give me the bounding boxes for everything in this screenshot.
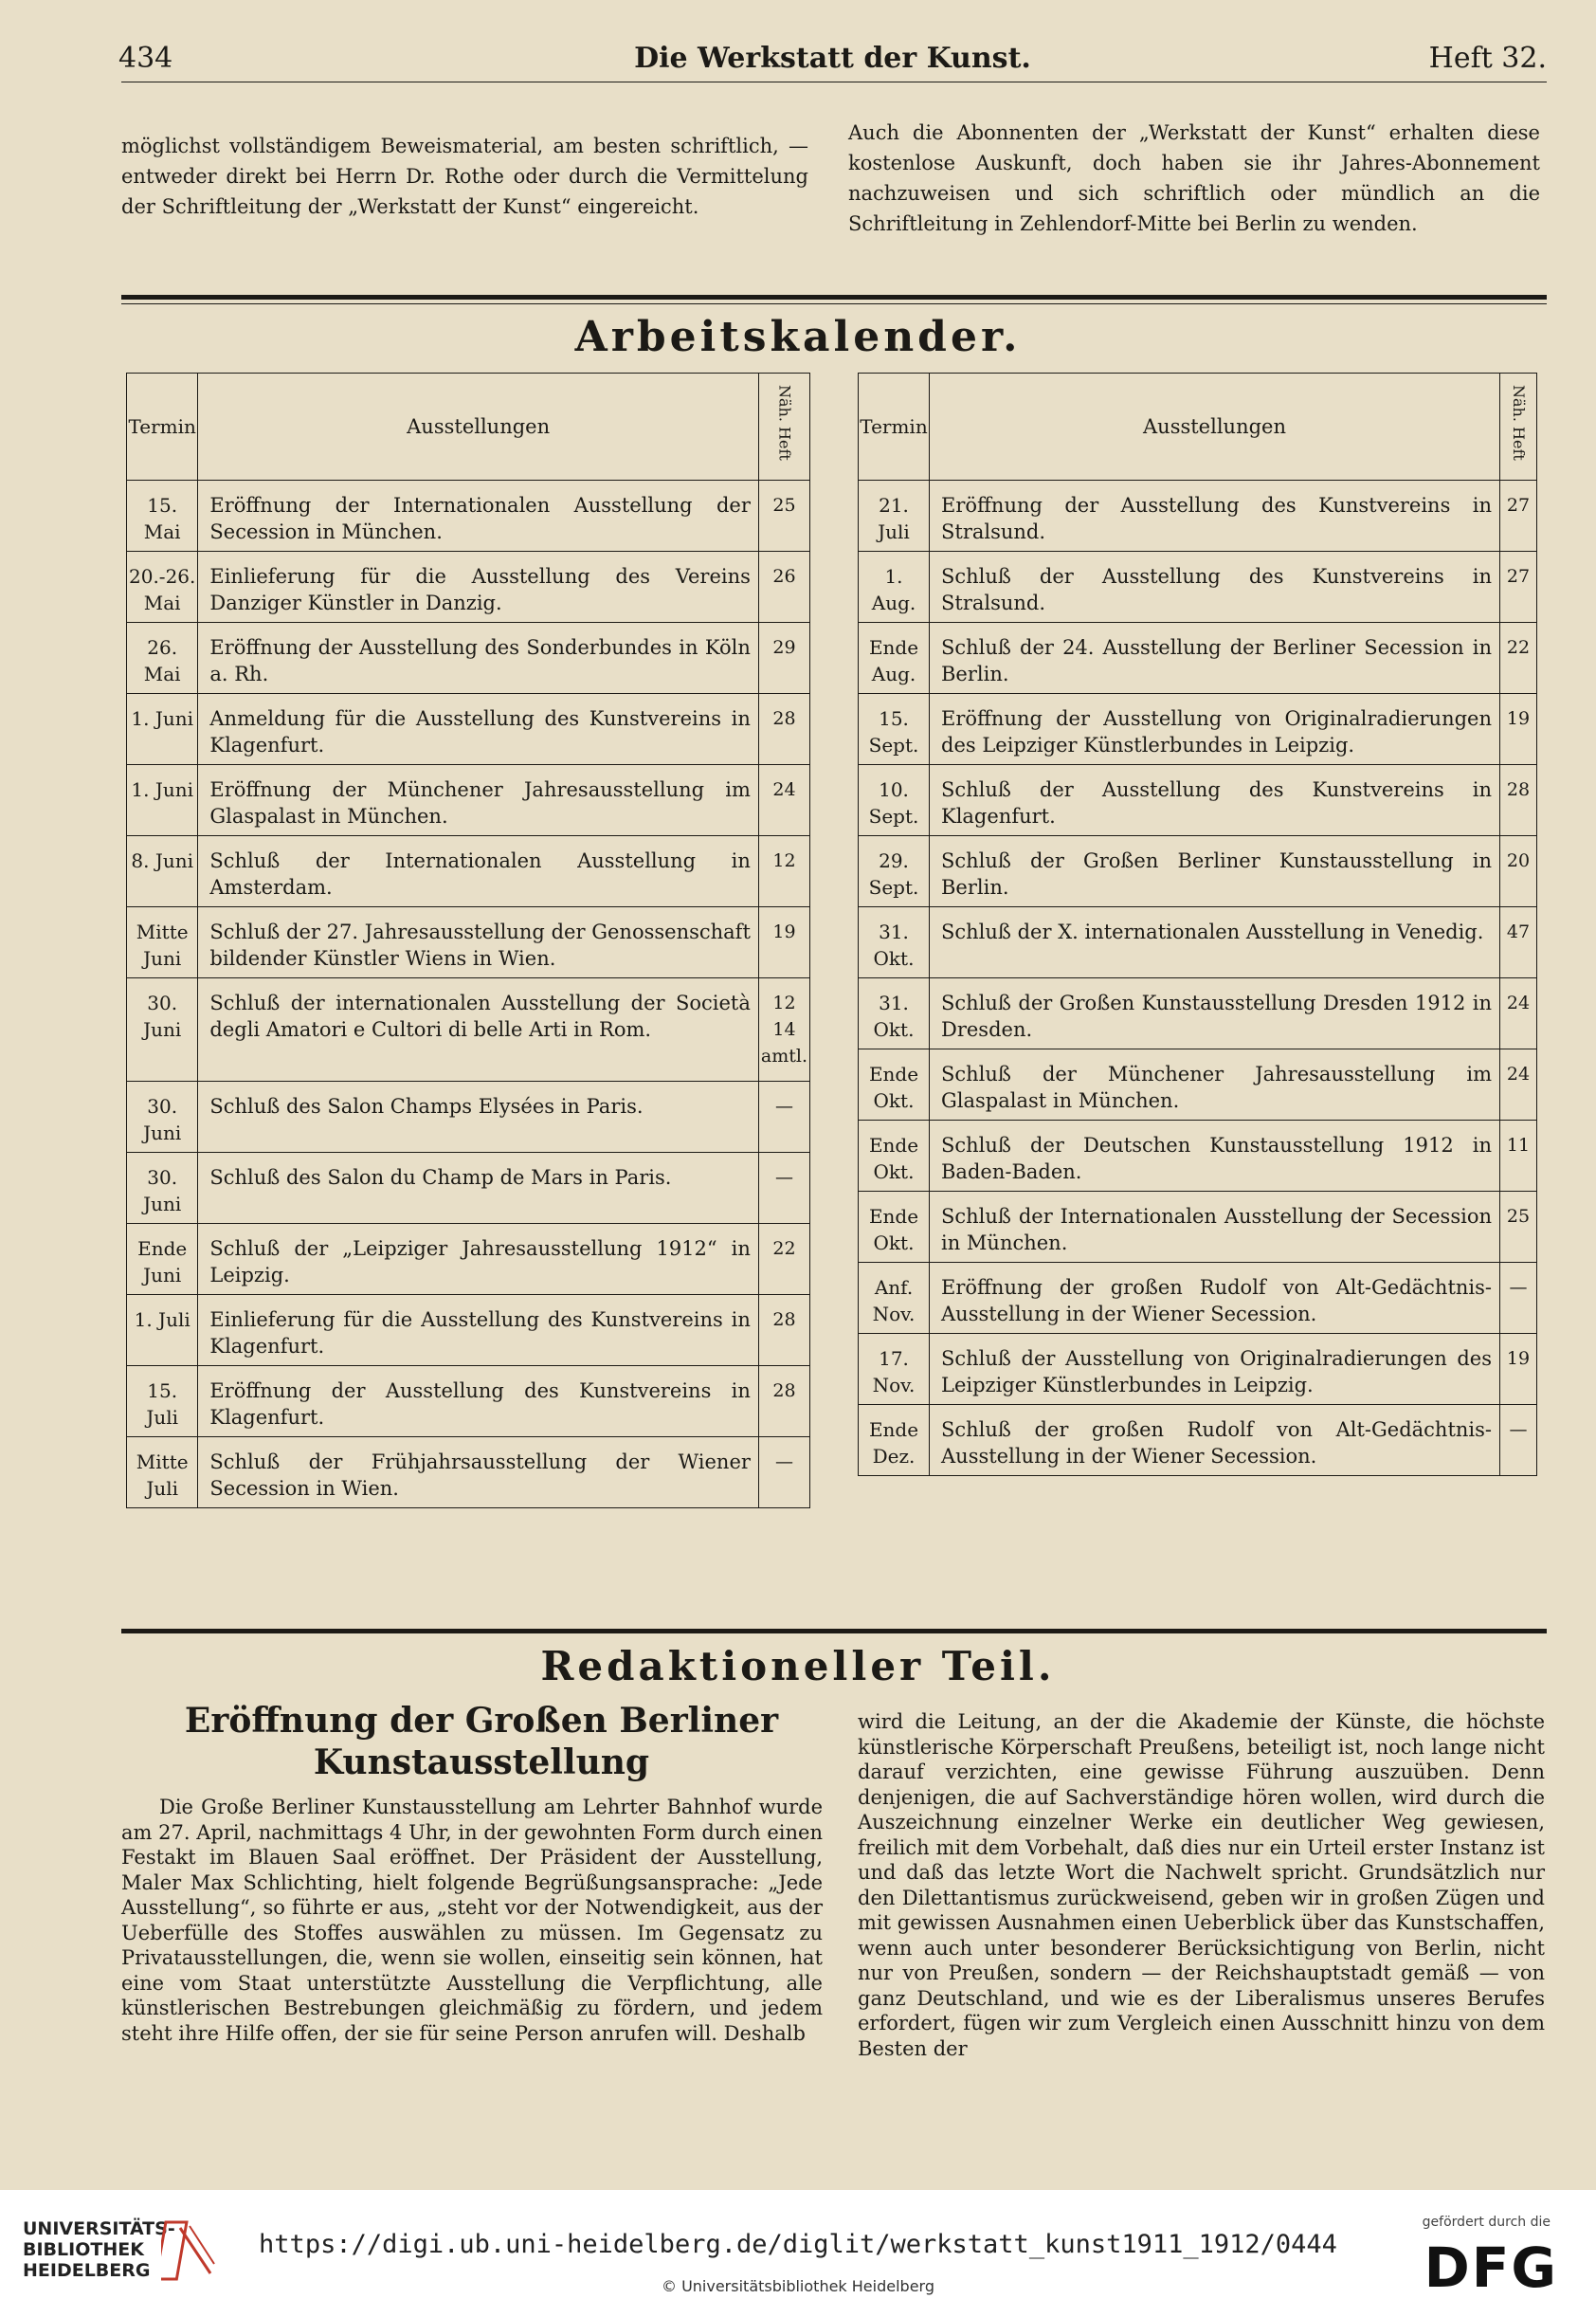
calendar-row-date: 15. Sept. (859, 694, 930, 765)
calendar-row (859, 694, 1537, 765)
calendar-row-date: Ende Dez. (859, 1405, 930, 1476)
calendar-row-date: 30. Juni (127, 978, 198, 1082)
calendar-row (127, 1366, 810, 1437)
calendar-row-date: 1. Juni (127, 765, 198, 836)
calendar-row-issue: 25 (1500, 1192, 1537, 1263)
calendar-row-issue: 22 (1500, 623, 1537, 694)
calendar-row (127, 623, 810, 694)
calendar-row-exhibition: Einlieferung für die Ausstellung des Vereins Danziger Künstler in Danzig. (198, 552, 759, 623)
calendar-body-left (127, 481, 810, 1508)
calendar-row-date: 26. Mai (127, 623, 198, 694)
calendar-row (859, 623, 1537, 694)
calendar-table-left (126, 373, 810, 1508)
calendar-row-exhibition: Schluß der Frühjahrsausstellung der Wiener Secession in Wien. (198, 1437, 759, 1508)
calendar-row-exhibition: Eröffnung der Internationalen Ausstellung der Secession in München. (198, 481, 759, 552)
calendar-row-issue: 26 (758, 552, 809, 623)
article-title: Eröffnung der Großen Berliner Kunstausstellung (184, 1701, 779, 1782)
redaktion-title: Redaktioneller Teil. (540, 1643, 1056, 1689)
dfg-logo: DFG (1424, 2235, 1558, 2300)
section-rule-thin (121, 303, 1547, 304)
calendar-row-issue: — (758, 1437, 809, 1508)
calendar-row-date: 29. Sept. (859, 836, 930, 907)
calendar-row-date: Ende Juni (127, 1224, 198, 1295)
library-name: UNIVERSITÄTS- BIBLIOTHEK HEIDELBERG (23, 2218, 175, 2281)
calendar-row-issue: 19 (1500, 1334, 1537, 1405)
calendar-row (859, 1405, 1537, 1476)
column-header-heft: Näh. Heft (758, 374, 809, 481)
page-number: 434 (118, 42, 173, 75)
funder-note: gefördert durch die (1422, 2215, 1551, 2230)
calendar-row-issue: 29 (758, 623, 809, 694)
calendar-row (859, 1121, 1537, 1192)
calendar-row (859, 1263, 1537, 1334)
issue-number: Heft 32. (1428, 42, 1547, 75)
calendar-row-issue: 47 (1500, 907, 1537, 978)
calendar-row-exhibition: Eröffnung der Ausstellung des Sonderbundes in Köln a. Rh. (198, 623, 759, 694)
calendar-bottom-rule (121, 1629, 1547, 1633)
calendar-row-issue: 19 (758, 907, 809, 978)
calendar-row-exhibition: Schluß der „Leipziger Jahresausstellung 1912“ in Leipzig. (198, 1224, 759, 1295)
calendar-row-date: 30. Juni (127, 1153, 198, 1224)
calendar-row-issue: — (758, 1082, 809, 1153)
calendar-title: Arbeitskalender. (574, 313, 1022, 361)
calendar-row-issue: 24 (758, 765, 809, 836)
calendar-row-issue: — (758, 1153, 809, 1224)
calendar-row (859, 1192, 1537, 1263)
calendar-row-issue: 24 (1500, 978, 1537, 1049)
calendar-row-issue: 20 (1500, 836, 1537, 907)
calendar-row-date: 30. Juni (127, 1082, 198, 1153)
calendar-row-date: 20.-26. Mai (127, 552, 198, 623)
calendar-row-exhibition: Schluß des Salon du Champ de Mars in Paris. (198, 1153, 759, 1224)
calendar-row-exhibition: Einlieferung für die Ausstellung des Kunstvereins in Klagenfurt. (198, 1295, 759, 1366)
calendar-row-issue: 11 (1500, 1121, 1537, 1192)
calendar-row-exhibition: Eröffnung der Ausstellung von Originalradierungen des Leipziger Künstlerbundes in Leipzig. (930, 694, 1500, 765)
calendar-row-issue: 24 (1500, 1049, 1537, 1121)
calendar-table-right (858, 373, 1537, 1476)
calendar-row (127, 481, 810, 552)
calendar-row-date: Ende Okt. (859, 1121, 930, 1192)
calendar-row (127, 1153, 810, 1224)
calendar-row (127, 765, 810, 836)
calendar-row-date: Mitte Juli (127, 1437, 198, 1508)
section-rule (121, 295, 1547, 300)
calendar-row (859, 836, 1537, 907)
column-header-ausstellungen: Ausstellungen (198, 374, 759, 481)
calendar-row-issue: 19 (1500, 694, 1537, 765)
calendar-row (127, 694, 810, 765)
calendar-row (127, 1437, 810, 1508)
calendar-row-date: 10. Sept. (859, 765, 930, 836)
calendar-row-issue: 28 (758, 1295, 809, 1366)
calendar-row-date: 1. Aug. (859, 552, 930, 623)
calendar-row-exhibition: Anmeldung für die Ausstellung des Kunstvereins in Klagenfurt. (198, 694, 759, 765)
journal-title: Die Werkstatt der Kunst. (634, 42, 1031, 75)
calendar-row-issue: 28 (758, 694, 809, 765)
calendar-row (859, 552, 1537, 623)
calendar-row-exhibition: Schluß der Internationalen Ausstellung in Amsterdam. (198, 836, 759, 907)
calendar-row (127, 1295, 810, 1366)
calendar-row-exhibition: Schluß der Ausstellung des Kunstvereins in Klagenfurt. (930, 765, 1500, 836)
calendar-row-issue: — (1500, 1263, 1537, 1334)
copyright-text: © Universitätsbibliothek Heidelberg (661, 2277, 934, 2295)
calendar-row-date: 8. Juni (127, 836, 198, 907)
calendar-row-date: Ende Aug. (859, 623, 930, 694)
calendar-body-right (859, 481, 1537, 1476)
calendar-row-issue: 25 (758, 481, 809, 552)
viewer-footer (0, 2190, 1596, 2317)
calendar-row-date: 15. Mai (127, 481, 198, 552)
calendar-row-exhibition: Schluß der 27. Jahresausstellung der Genossenschaft bildender Künstler Wiens in Wien. (198, 907, 759, 978)
calendar-row-issue: 22 (758, 1224, 809, 1295)
calendar-row (127, 907, 810, 978)
calendar-row-exhibition: Schluß der Internationalen Ausstellung der Secession in München. (930, 1192, 1500, 1263)
calendar-row-exhibition: Schluß der großen Rudolf von Alt-Gedächtnis-Ausstellung in der Wiener Secession. (930, 1405, 1500, 1476)
calendar-row-date: 15. Juli (127, 1366, 198, 1437)
calendar-row-exhibition: Schluß der Ausstellung von Originalradierungen des Leipziger Künstlerbundes in Leipzig. (930, 1334, 1500, 1405)
calendar-row-date: Ende Okt. (859, 1192, 930, 1263)
column-header-heft: Näh. Heft (1500, 374, 1537, 481)
calendar-row (859, 765, 1537, 836)
calendar-row (859, 907, 1537, 978)
calendar-row (127, 978, 810, 1082)
calendar-row-exhibition: Schluß der X. internationalen Ausstellung in Venedig. (930, 907, 1500, 978)
calendar-row-date: 1. Juli (127, 1295, 198, 1366)
calendar-row (127, 1224, 810, 1295)
calendar-row-issue: 27 (1500, 552, 1537, 623)
calendar-row-date: 31. Okt. (859, 978, 930, 1049)
calendar-row-date: Ende Okt. (859, 1049, 930, 1121)
calendar-row (859, 1334, 1537, 1405)
column-header-ausstellungen: Ausstellungen (930, 374, 1500, 481)
calendar-row-date: 31. Okt. (859, 907, 930, 978)
calendar-row (127, 1082, 810, 1153)
column-header-termin: Termin (127, 374, 198, 481)
calendar-row-issue: 27 (1500, 481, 1537, 552)
calendar-row-issue: 28 (1500, 765, 1537, 836)
calendar-row (859, 481, 1537, 552)
calendar-row-issue: 28 (758, 1366, 809, 1437)
calendar-row-exhibition: Schluß der 24. Ausstellung der Berliner Secession in Berlin. (930, 623, 1500, 694)
calendar-row-issue: 12 (758, 836, 809, 907)
calendar-row-exhibition: Eröffnung der Ausstellung des Kunstvereins in Stralsund. (930, 481, 1500, 552)
calendar-row (859, 1049, 1537, 1121)
calendar-row-date: Anf. Nov. (859, 1263, 930, 1334)
calendar-row-exhibition: Eröffnung der Münchener Jahresausstellung im Glaspalast in München. (198, 765, 759, 836)
calendar-row-exhibition: Eröffnung der großen Rudolf von Alt-Gedächtnis-Ausstellung in der Wiener Secession. (930, 1263, 1500, 1334)
intro-left-text: möglichst vollständigem Beweismaterial, am besten schriftlich, — entweder direkt bei Herrn Dr. Rothe oder durch die Vermittelung der Schriftleitung der „Werkstatt der Kunst“ eingereicht. (121, 135, 808, 218)
calendar-row-exhibition: Schluß der internationalen Ausstellung der Società degli Amatori e Cultori di belle Arti in Rom. (198, 978, 759, 1082)
calendar-row (127, 836, 810, 907)
calendar-row-exhibition: Schluß der Großen Berliner Kunstausstellung in Berlin. (930, 836, 1500, 907)
calendar-row-exhibition: Schluß der Ausstellung des Kunstvereins in Stralsund. (930, 552, 1500, 623)
article-right-text: wird die Leitung, an der die Akademie der Künste, die höchste künstlerische Körperschaft Preußens, beteiligt ist, noch lange nicht darauf verzichten, eine gewisse Führung auszuüben. Denn denjenigen, die auf Sachverständige hören wollen, wird durch die Auszeichnung einzelner Werke ein deutlicher Weg gewiesen, freilich mit dem Vorbehalt, daß dies nur ein Urteil erster Instanz ist und daß das letzte Wort die Nachwelt spricht. Grundsätzlich nur den Dilettantismus zurückweisend, geben wir in großen Zügen und mit gewissen Ausnahmen einen Ueberblick über das Kunstschaffen, wenn auch unter besonderer Berücksichtigung von Berlin, nicht nur von Preußen, sondern — der Reichshauptstadt gemäß — von ganz Deutschland, und wie es der Liberalismus unseres Berufes erfordert, fügen wir zum Vergleich einen Ausschnitt hinzu von dem Besten der (858, 1710, 1545, 2060)
calendar-row (127, 552, 810, 623)
calendar-row-issue: 12 14 amtl. (758, 978, 809, 1082)
calendar-row-date: 21. Juli (859, 481, 930, 552)
calendar-row-date: Mitte Juni (127, 907, 198, 978)
column-header-termin: Termin (859, 374, 930, 481)
calendar-row-exhibition: Schluß des Salon Champs Elysées in Paris. (198, 1082, 759, 1153)
calendar-row-issue: — (1500, 1405, 1537, 1476)
calendar-row-date: 17. Nov. (859, 1334, 930, 1405)
article-left-text: Die Große Berliner Kunstausstellung am Lehrter Bahnhof wurde am 27. April, nachmittags 4 Uhr, in der gewohnten Form durch einen Festakt im Blauen Saal eröffnet. Der Präsident der Ausstellung, Maler Max Schlichting, hielt folgende Begrüßungsansprache: „Jede Ausstellung“, so führte er aus, „steht vor der Notwendigkeit, aus der Ueberfülle des Stoffes auswählen zu müssen. Im Gegensatz zu Privatausstellungen, die, wenn sie wollen, einseitig sein können, hat eine vom Staat unterstützte Ausstellung die Verpflichtung, alle künstlerischen Bestrebungen gleichmäßig zu fördern, und jedem steht ihre Hilfe offen, der sie für seine Person anrufen will. Deshalb (121, 1796, 823, 2045)
calendar-row-exhibition: Eröffnung der Ausstellung des Kunstvereins in Klagenfurt. (198, 1366, 759, 1437)
calendar-row-exhibition: Schluß der Münchener Jahresausstellung im Glaspalast in München. (930, 1049, 1500, 1121)
calendar-row-exhibition: Schluß der Deutschen Kunstausstellung 1912 in Baden-Baden. (930, 1121, 1500, 1192)
calendar-row-exhibition: Schluß der Großen Kunstausstellung Dresden 1912 in Dresden. (930, 978, 1500, 1049)
intro-right-text: Auch die Abonnenten der „Werkstatt der Kunst“ erhalten diese kostenlose Auskunft, doch haben sie ihr Jahres-Abonnement nachzuweisen und sich schriftlich oder mündlich an die Schriftleitung in Zehlendorf-Mitte bei Berlin zu wenden. (848, 121, 1540, 235)
calendar-row-date: 1. Juni (127, 694, 198, 765)
page-header (118, 42, 1547, 80)
permalink-url[interactable]: https://digi.ub.uni-heidelberg.de/diglit/werkstatt_kunst1911_1912/0444 (259, 2230, 1337, 2259)
calendar-row (859, 978, 1537, 1049)
